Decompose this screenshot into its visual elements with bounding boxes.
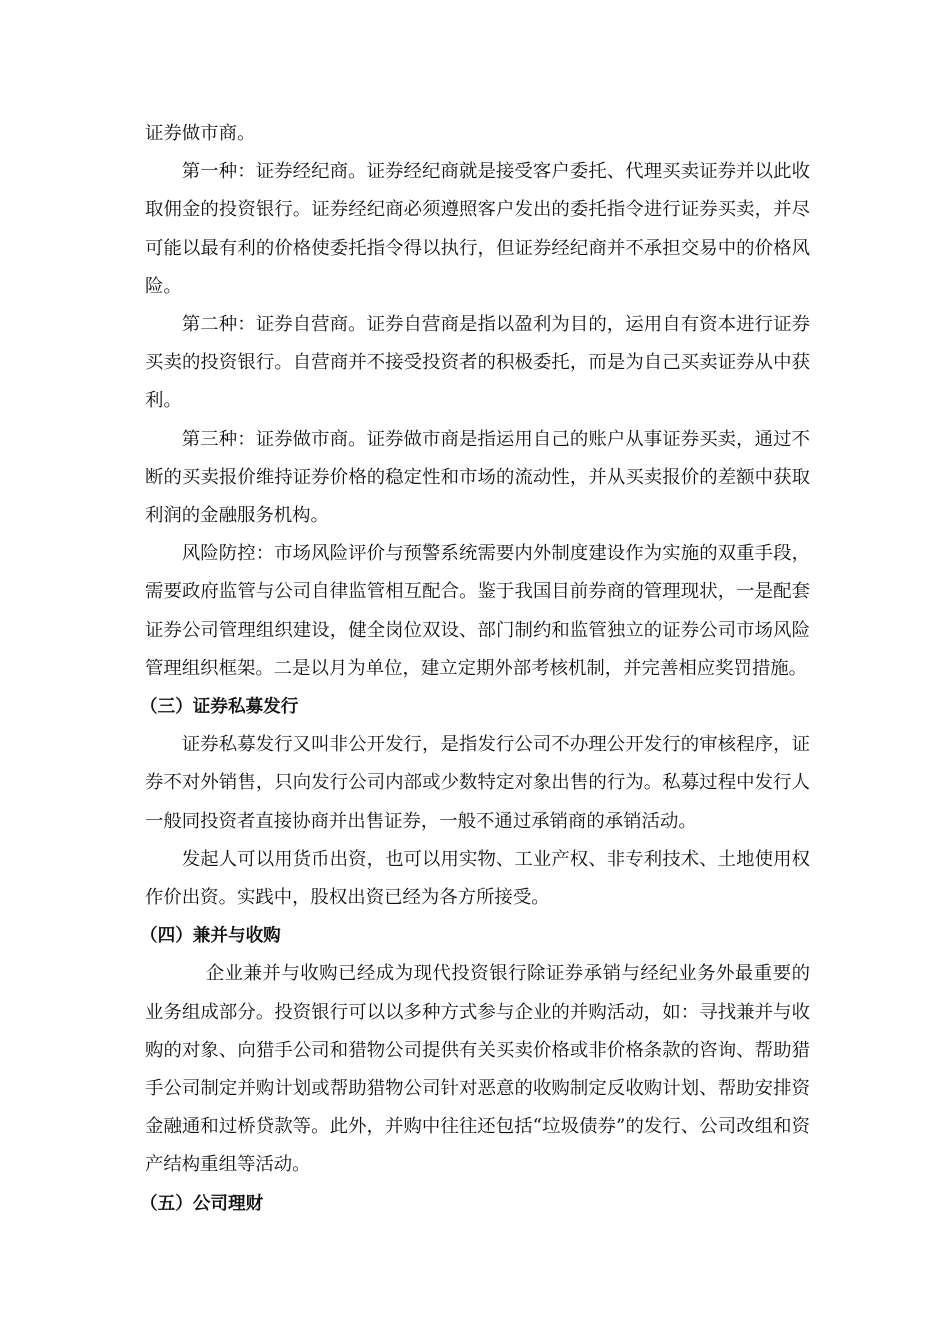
section-heading-corporate-finance: （五）公司理财 — [140, 1193, 264, 1214]
paragraph-mergers-acquisitions: 企业兼并与收购已经成为现代投资银行除证券承销与经纪业务外最重要的业务组成部分。投资银行可以以多种方式参与企业的并购活动，如：寻找兼并与收购的对象、向猎手公司和猎物公司提供有关买卖价格或非价格条款的咨询、帮助猎手公司制定并购计划或帮助猎物公司针对恶意的收购制定反收购计划、帮助安排资金融通和过桥贷款等。此外，并购中往往还包括“垃圾债券”的发行、公司改组和资产结构重组等活动。 — [145, 963, 810, 1176]
paragraph-securities-broker: 第一种：证券经纪商。证券经纪商就是接受客户委托、代理买卖证券并以此收取佣金的投资银行。证券经纪商必须遵照客户发出的委托指令进行证券买卖，并尽可能以最有利的价格使委托指令得以执行，但证券经纪商并不承担交易中的价格风险。 — [145, 161, 810, 297]
section-heading-mergers-acquisitions: （四）兼并与收购 — [140, 926, 281, 947]
section-heading-private-placement: （三）证券私募发行 — [140, 697, 299, 718]
paragraph-capital-contribution: 发起人可以用货币出资，也可以用实物、工业产权、非专利技术、土地使用权作价出资。实践中，股权出资已经为各方所接受。 — [145, 848, 810, 909]
paragraph-continuation: 证券做市商。 — [145, 123, 256, 144]
paragraph-securities-dealer: 第二种：证券自营商。证券自营商是指以盈利为目的，运用自有资本进行证券买卖的投资银行。自营商并不接受投资者的积极委托，而是为自己买卖证券从中获利。 — [145, 314, 810, 412]
paragraph-private-placement: 证券私募发行又叫非公开发行，是指发行公司不办理公开发行的审核程序，证券不对外销售，只向发行公司内部或少数特定对象出售的行为。私募过程中发行人一般同投资者直接协商并出售证券，一般不通过承销商的承销活动。 — [145, 734, 810, 832]
paragraph-market-maker: 第三种：证券做市商。证券做市商是指运用自己的账户从事证券买卖，通过不断的买卖报价维持证券价格的稳定性和市场的流动性，并从买卖报价的差额中获取利润的金融服务机构。 — [145, 428, 810, 527]
paragraph-risk-control: 风险防控：市场风险评价与预警系统需要内外制度建设作为实施的双重手段，需要政府监管与公司自律监管相互配合。鉴于我国目前券商的管理现状，一是配套证券公司管理组织建设，健全岗位双设、部门制约和监管独立的证券公司市场风险管理组织框架。二是以月为单位，建立定期外部考核机制，并完善相应奖罚措施。 — [145, 543, 810, 679]
document-body — [140, 115, 810, 1223]
